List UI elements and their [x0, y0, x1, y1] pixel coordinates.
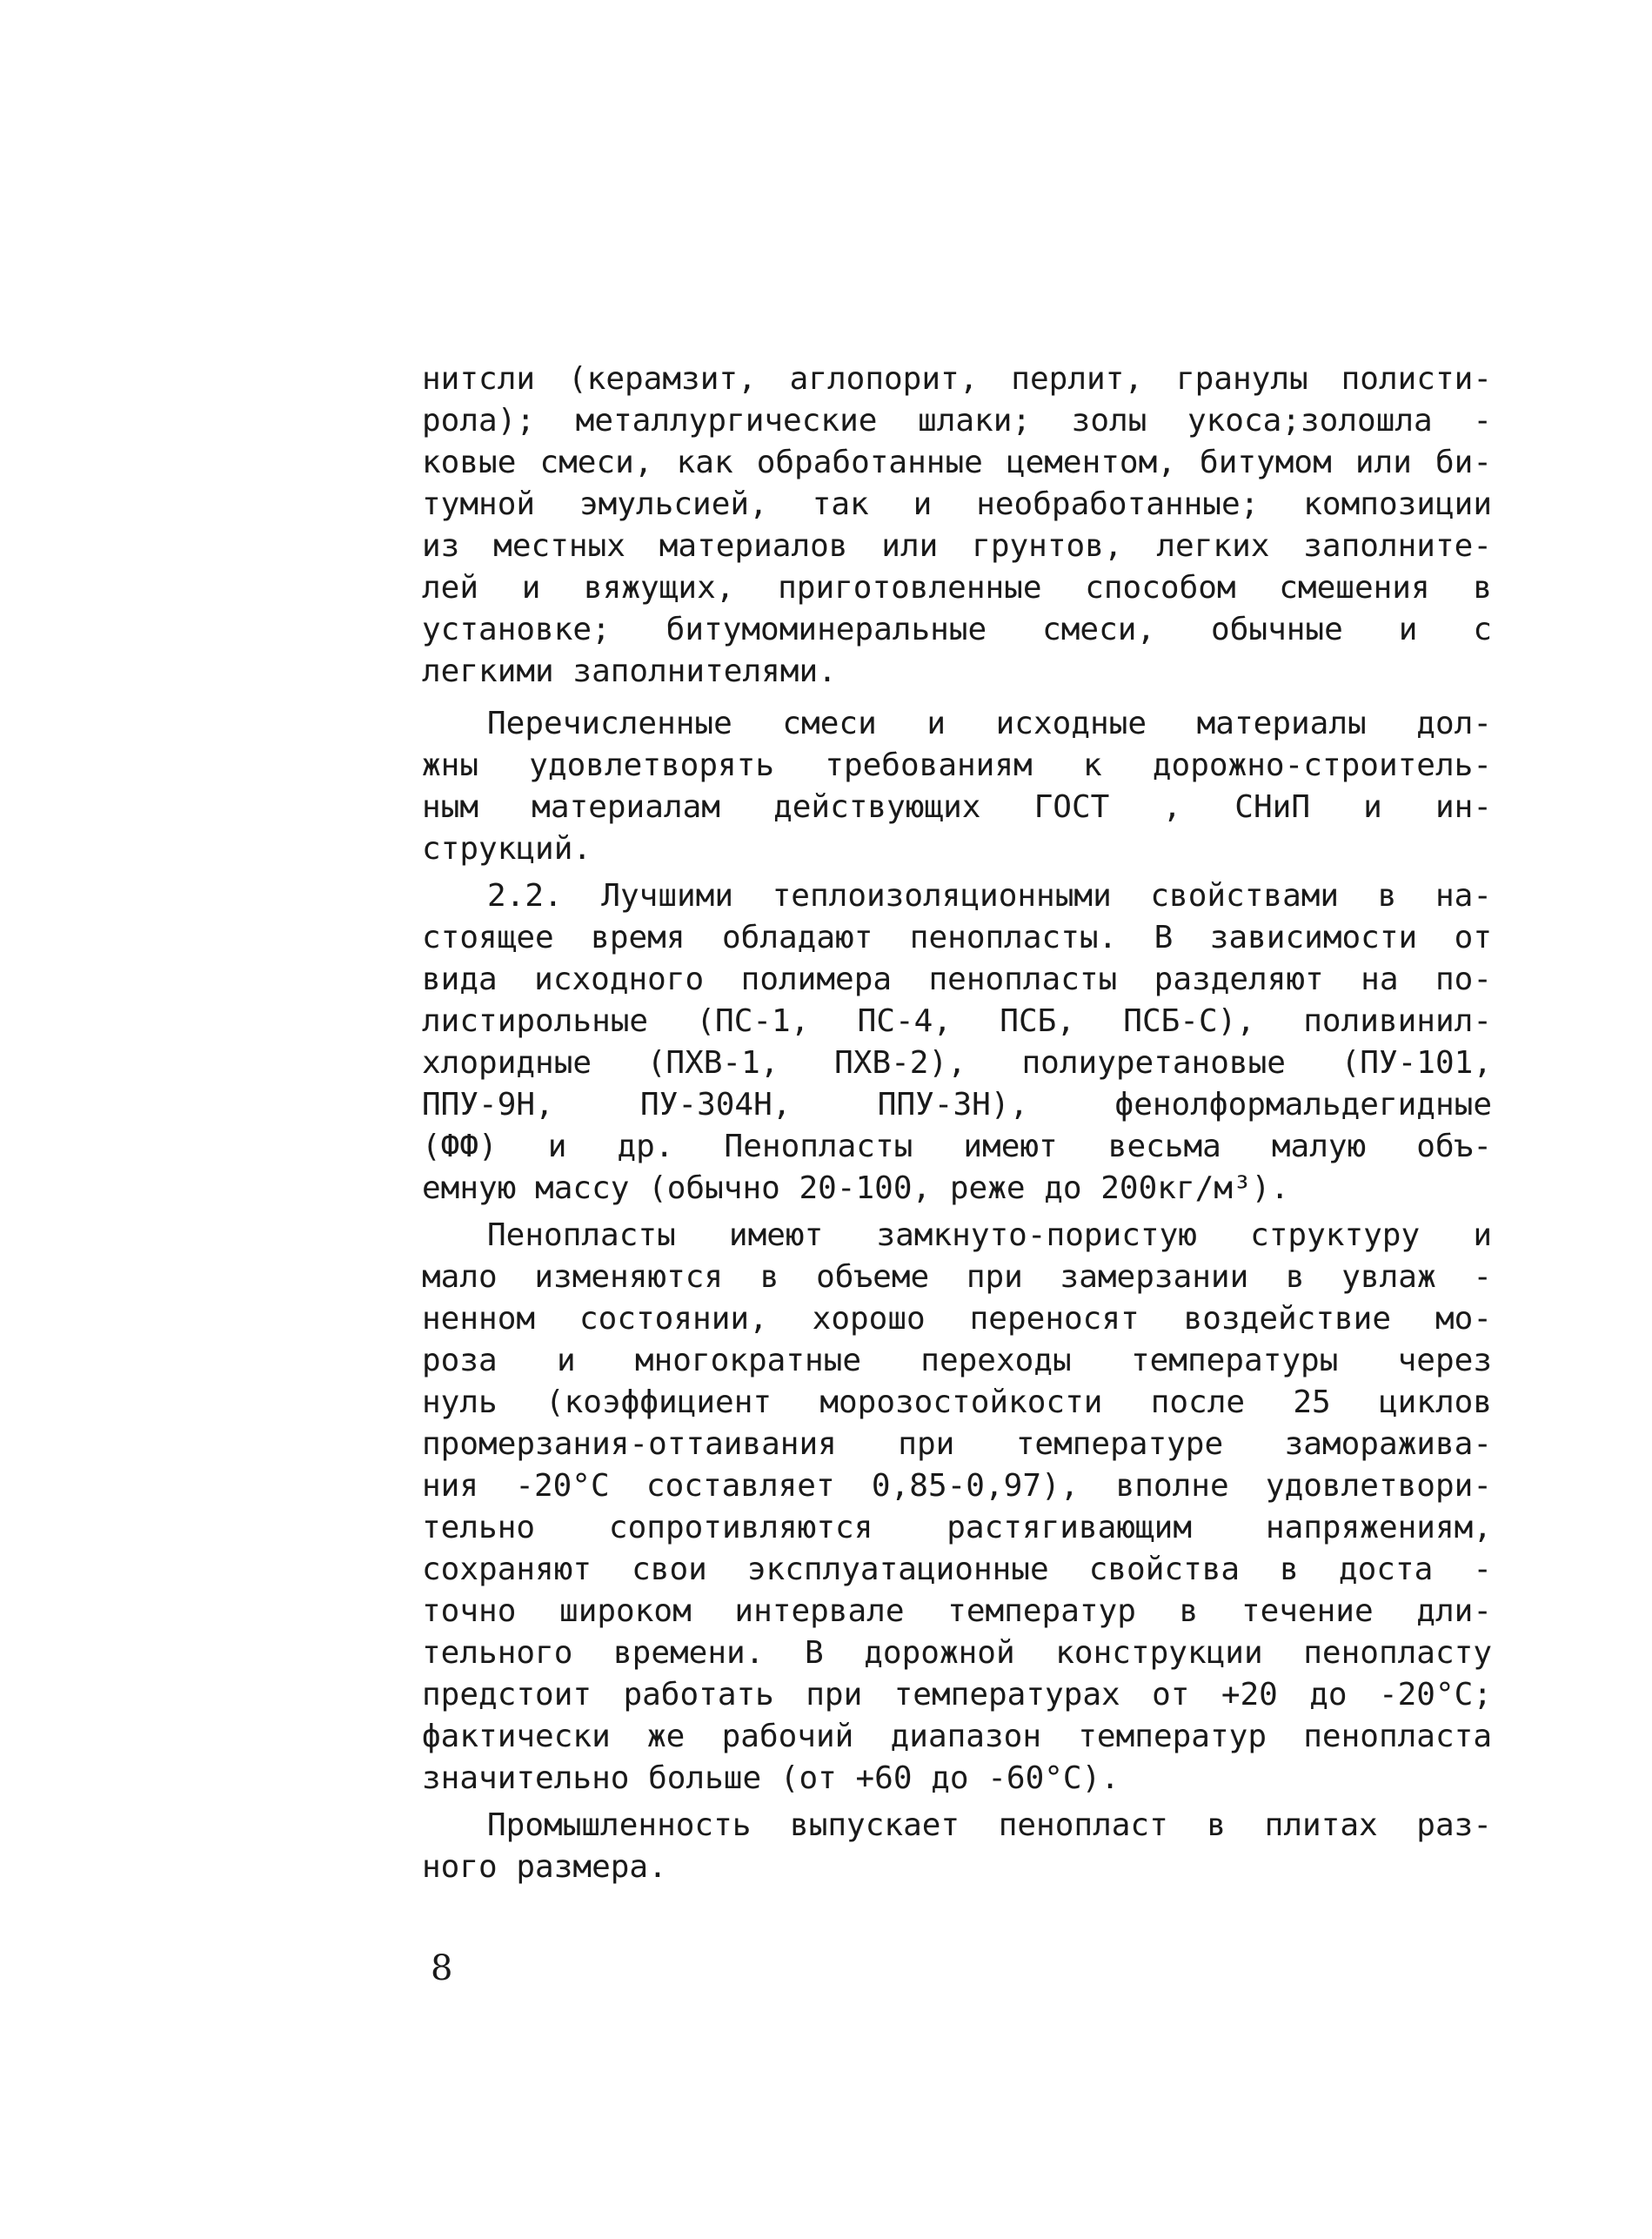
text-line: 2.2. Лучшими теплоизоляционными свойствами в на- [487, 878, 1492, 914]
text-line: лей и вяжущих, приготовленные способом смешения в [422, 570, 1492, 606]
text-line: ППУ-9Н, ПУ-304Н, ППУ-3Н), фенолформальдегидные [422, 1087, 1492, 1123]
text-line: листирольные (ПС-1, ПС-4, ПСБ, ПСБ-С), поливинил- [422, 1003, 1492, 1039]
text-line: Перечисленные смеси и исходные материалы дол- [487, 706, 1492, 741]
text-line: сохраняют свои эксплуатационные свойства в доста - [422, 1552, 1492, 1587]
text-line: ния -20°С составляет 0,85-0,97), вполне удовлетвори- [422, 1468, 1492, 1504]
text-line: значительно больше (от +60 до -60°С). [422, 1760, 1120, 1796]
text-line: ным материалам действующих ГОСТ , СНиП и ин- [422, 789, 1492, 825]
text-line: точно широком интервале температур в течение дли- [422, 1593, 1492, 1629]
text-line: фактически же рабочий диапазон температур пенопласта [422, 1719, 1492, 1754]
text-line: промерзания-оттаивания при температуре заморажива- [422, 1426, 1492, 1462]
text-line: нуль (коэффициент морозостойкости после 25 циклов [422, 1384, 1492, 1420]
text-line: емную массу (обычно 20-100, реже до 200кг/м³). [422, 1170, 1289, 1206]
text-line: (ФФ) и др. Пенопласты имеют весьма малую объ- [422, 1129, 1492, 1164]
text-line: струкций. [422, 831, 592, 867]
text-line: нитсли (керамзит, аглопорит, перлит, гранулы полисти- [422, 361, 1492, 397]
text-line: вида исходного полимера пенопласты разделяют на по- [422, 962, 1492, 997]
text-line: Промышленность выпускает пенопласт в плитах раз- [487, 1807, 1492, 1843]
text-line: ковые смеси, как обработанные цементом, битумом или би- [422, 445, 1492, 480]
text-line: установке; битумоминеральные смеси, обычные и с [422, 612, 1492, 647]
text-line: тельного времени. В дорожной конструкции пенопласту [422, 1635, 1492, 1671]
text-line: мало изменяются в объеме при замерзании в увлаж - [422, 1259, 1492, 1295]
text-line: жны удовлетворять требованиям к дорожно-строитель- [422, 747, 1492, 783]
text-line: из местных материалов или грунтов, легких заполните- [422, 528, 1492, 564]
text-line: легкими заполнителями. [422, 654, 837, 689]
text-line: ного размера. [422, 1849, 667, 1885]
text-line: стоящее время обладают пенопласты. В зависимости от [422, 920, 1492, 955]
text-line: рола); металлургические шлаки; золы укоса;золошла - [422, 403, 1492, 439]
text-line: ненном состоянии, хорошо переносят воздействие мо- [422, 1301, 1492, 1337]
page-number: 8 [431, 1948, 453, 1988]
text-line: хлоридные (ПХВ-1, ПХВ-2), полиуретановые (ПУ-101, [422, 1045, 1492, 1081]
text-line: предстоит работать при температурах от +20 до -20°С; [422, 1677, 1492, 1713]
text-line: тумной эмульсией, так и необработанные; композиции [422, 486, 1492, 522]
text-line: Пенопласты имеют замкнуто-пористую структуру и [487, 1217, 1492, 1253]
text-line: тельно сопротивляются растягивающим напряжениям, [422, 1510, 1492, 1545]
text-line: роза и многократные переходы температуры через [422, 1343, 1492, 1378]
